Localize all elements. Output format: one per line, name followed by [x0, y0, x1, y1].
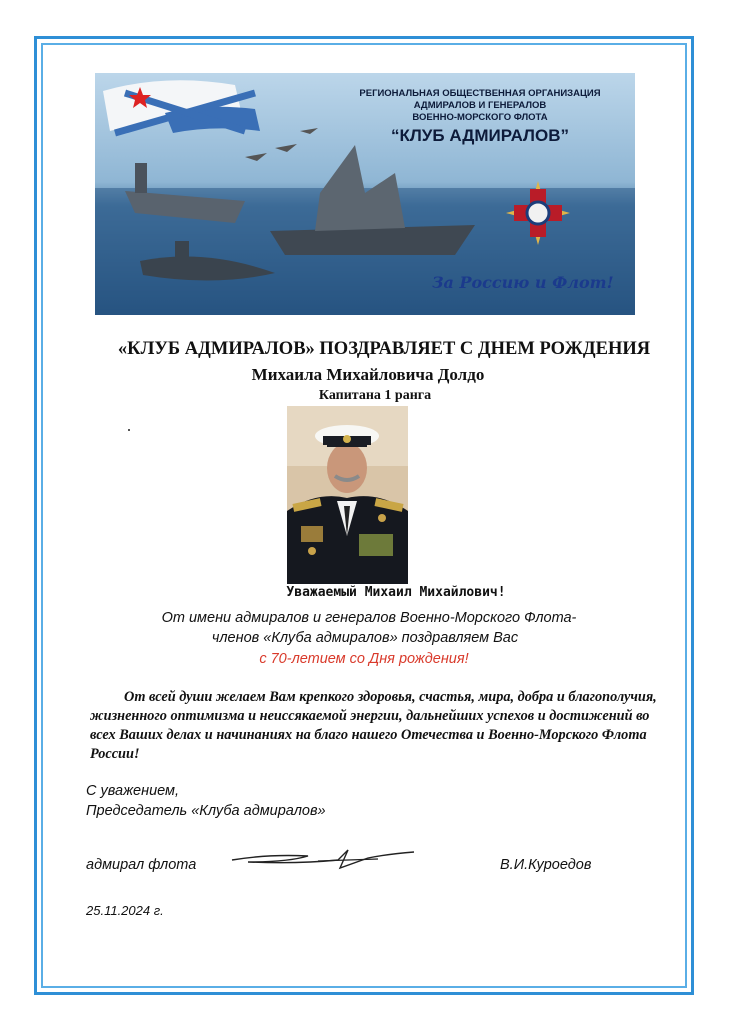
motto: За Россию и Флот!: [432, 273, 614, 292]
handwritten-signature: [228, 842, 418, 877]
organization-name: [330, 88, 630, 124]
scan-speck: [128, 429, 130, 431]
document-date: 25.11.2024 г.: [86, 903, 164, 918]
recipient-rank: Капитана 1 ранга: [318, 388, 432, 403]
greeting-line: членов «Клуба адмиралов» поздравляем Вас: [211, 630, 519, 646]
headline-title: «КЛУБ АДМИРАЛОВ» ПОЗДРАВЛЯЕТ С ДНЕМ РОЖДЕНИЯ: [117, 339, 651, 359]
recipient-portrait: [287, 406, 408, 584]
org-line: ВОЕННО-МОРСКОГО ФЛОТА: [412, 112, 548, 123]
signer-name: В.И.Куроедов: [500, 857, 592, 873]
signer-rank: адмирал флота: [86, 857, 197, 873]
club-name: “КЛУБ АДМИРАЛОВ”: [391, 126, 569, 145]
salutation: Уважаемый Михаил Михайлович!: [286, 585, 506, 600]
regards: С уважением,: [86, 783, 180, 799]
greeting-line: От имени адмиралов и генералов Военно-Морского Флота-: [161, 610, 577, 626]
wishes-paragraph: От всей души желаем Вам крепкого здоровья, счастья, мира, добра и благополучия, жизненного оптимизма и неиссякаемой энергии, дальнейших успехов и достижений во всех Ваших делах и начинаниях на благо нашего Отечества и Военно-Морского Флота России!: [90, 689, 657, 762]
signer-position: Председатель «Клуба адмиралов»: [86, 803, 326, 819]
anniversary-line: с 70-летием со Дня рождения!: [259, 651, 469, 667]
org-line: РЕГИОНАЛЬНАЯ ОБЩЕСТВЕННАЯ ОРГАНИЗАЦИЯ: [359, 88, 601, 99]
recipient-name: Михаила Михайловича Долдо: [251, 365, 485, 384]
org-line: АДМИРАЛОВ И ГЕНЕРАЛОВ: [413, 100, 547, 111]
